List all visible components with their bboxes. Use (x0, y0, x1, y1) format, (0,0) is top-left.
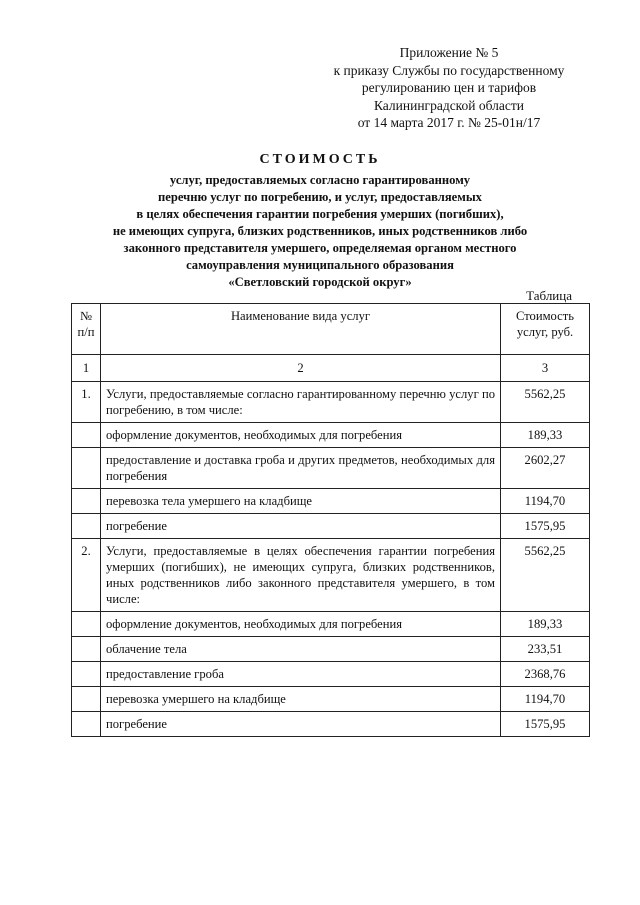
appendix-line: регулированию цен и тарифов (361, 80, 537, 95)
table-row (72, 637, 590, 662)
row-cost: 1194,70 (501, 687, 590, 712)
table-row (72, 662, 590, 687)
column-number: 2 (101, 355, 501, 382)
row-cost: 189,33 (501, 423, 590, 448)
row-num (72, 687, 101, 712)
row-num (72, 712, 101, 737)
row-num (72, 662, 101, 687)
row-cost: 2602,27 (501, 448, 590, 489)
table-header-row (72, 304, 590, 355)
appendix-block (318, 44, 580, 132)
row-cost: 1575,95 (501, 712, 590, 737)
table-row (72, 687, 590, 712)
appendix-line: Калининградской области (373, 97, 525, 113)
header-num: № п/п (72, 304, 101, 355)
row-num (72, 637, 101, 662)
table-row (72, 612, 590, 637)
table-row (72, 712, 590, 737)
row-cost: 233,51 (501, 637, 590, 662)
subtitle-line: перечню услуг по погребению, и услуг, предоставляемых (158, 190, 482, 204)
header-name: Наименование вида услуг (101, 304, 501, 355)
subtitle-line: не имеющих супруга, близких родственников, иных родственников либо (112, 224, 528, 238)
subtitle-line: самоуправления муниципального образования (186, 258, 454, 272)
row-service: предоставление и доставка гроба и других предметов, необходимых для погребения (101, 448, 501, 489)
table-row (72, 539, 590, 612)
row-cost: 189,33 (501, 612, 590, 637)
subtitle-line: законного представителя умершего, определяемая органом местного (123, 241, 517, 255)
document-title: СТОИМОСТЬ (259, 152, 381, 167)
row-cost: 1194,70 (501, 489, 590, 514)
row-service: Услуги, предоставляемые в целях обеспечения гарантии погребения умерших (погибших), не имеющих супруга, близких родственников, иных родственников либо законного представителя умершего, в том числе: (101, 539, 501, 612)
table-row (72, 448, 590, 489)
row-service: оформление документов, необходимых для погребения (101, 612, 501, 637)
row-cost: 2368,76 (501, 662, 590, 687)
row-num (72, 612, 101, 637)
column-number: 3 (501, 355, 590, 382)
row-service: оформление документов, необходимых для погребения (101, 423, 501, 448)
subtitle-line: в целях обеспечения гарантии погребения умерших (погибших), (136, 207, 504, 221)
table-row (72, 423, 590, 448)
row-service: облачение тела (101, 637, 501, 662)
table-label: Таблица (526, 288, 572, 303)
row-cost: 1575,95 (501, 514, 590, 539)
row-service: предоставление гроба (101, 662, 501, 687)
row-num (72, 423, 101, 448)
column-number: 1 (72, 355, 101, 382)
row-service: перевозка умершего на кладбище (101, 687, 501, 712)
table-row (72, 382, 590, 423)
appendix-line: от 14 марта 2017 г. № 25-01н/17 (357, 115, 541, 130)
row-num (72, 514, 101, 539)
row-num (72, 489, 101, 514)
row-service: погребение (101, 514, 501, 539)
subtitle-line: услуг, предоставляемых согласно гарантированному (169, 173, 471, 187)
table-row (72, 489, 590, 514)
appendix-line: к приказу Службы по государственному (333, 62, 565, 78)
subtitle-line: «Светловский городской округ» (228, 275, 412, 289)
row-num (72, 448, 101, 489)
row-cost: 5562,25 (501, 382, 590, 423)
row-service: Услуги, предоставляемые согласно гарантированному перечню услуг по погребению, в том числе: (101, 382, 501, 423)
row-num: 2. (72, 539, 101, 612)
header-cost: Стоимость услуг, руб. (501, 304, 590, 355)
table-row (72, 514, 590, 539)
row-cost: 5562,25 (501, 539, 590, 612)
column-number-row (72, 355, 590, 382)
row-num: 1. (72, 382, 101, 423)
price-table (71, 303, 590, 737)
appendix-line: Приложение № 5 (399, 45, 499, 60)
row-service: погребение (101, 712, 501, 737)
document-subtitle (60, 172, 580, 291)
row-service: перевозка тела умершего на кладбище (101, 489, 501, 514)
